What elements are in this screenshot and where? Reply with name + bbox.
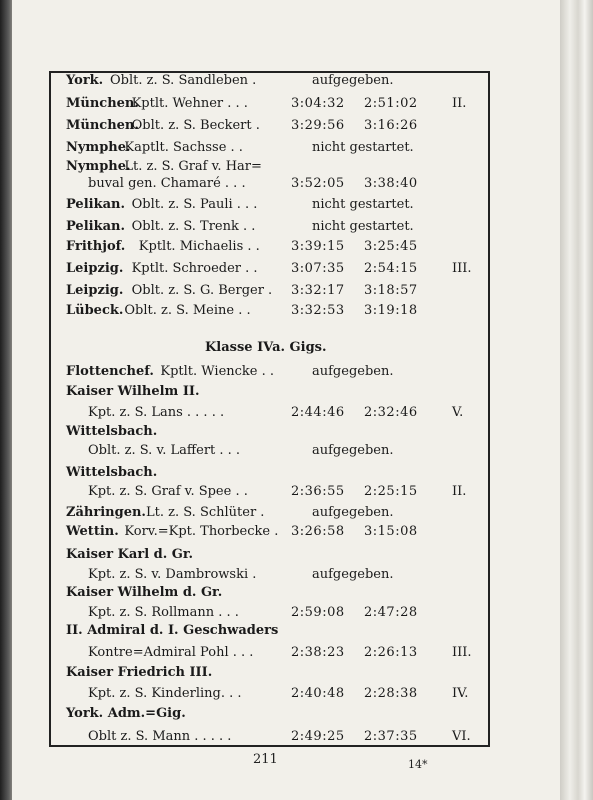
officer-name: Kptlt. Wiencke . . [160, 364, 275, 379]
result-row [51, 405, 488, 425]
corrected-time: 3:15:08 [364, 524, 418, 539]
corrected-time: 2:28:38 [364, 686, 418, 701]
status-note: nicht gestartet. [312, 219, 414, 234]
result-row [51, 443, 488, 463]
corrected-time: 3:18:57 [364, 283, 418, 298]
ship-name: Frithjof. [66, 239, 126, 254]
race-time: 3:32:53 [291, 303, 345, 318]
placement: II. [452, 484, 467, 499]
result-row [51, 239, 488, 259]
race-time: 2:36:55 [291, 484, 345, 499]
ship-name: Kaiser Wilhelm d. Gr. [66, 585, 223, 600]
ship-name: Leipzig. [66, 283, 124, 298]
result-row [51, 505, 488, 525]
corrected-time: 3:25:45 [364, 239, 418, 254]
result-row [51, 384, 488, 404]
race-time: 3:29:56 [291, 118, 345, 133]
result-row [51, 261, 488, 281]
ship-name: Wittelsbach. [66, 465, 158, 480]
ship-name: Kaiser Karl d. Gr. [66, 547, 194, 562]
officer-name: Kpt. z. S. Rollmann . . . [88, 605, 239, 620]
officer-name: Oblt. z. S. G. Berger . [131, 283, 273, 298]
result-row [51, 197, 488, 217]
officer-name: Kpt. z. S. Lans . . . . . [88, 405, 225, 420]
result-row [51, 585, 488, 605]
ship-name: Zähringen. [66, 505, 146, 520]
placement: III. [452, 261, 472, 276]
officer-name: Oblt. z. S. Pauli . . . [131, 197, 258, 212]
race-time: 2:59:08 [291, 605, 345, 620]
placement: IV. [452, 686, 469, 701]
race-time: 2:44:46 [291, 405, 345, 420]
status-note: aufgegeben. [312, 364, 394, 379]
page-edges [560, 0, 593, 800]
race-time: 2:49:25 [291, 729, 345, 744]
ship-name: Lübeck. [66, 303, 124, 318]
ship-name: München. [66, 118, 139, 133]
officer-name: buval gen. Chamaré . . . [88, 176, 246, 191]
placement: II. [452, 96, 467, 111]
ship-name: München. [66, 96, 139, 111]
result-row [51, 665, 488, 685]
officer-name: Lt. z. S. Schlüter . [146, 505, 265, 520]
corrected-time: 3:19:18 [364, 303, 418, 318]
result-row [51, 219, 488, 239]
ship-name: Leipzig. [66, 261, 124, 276]
officer-name: Lt. z. S. Graf v. Har= [124, 159, 262, 174]
result-row [51, 118, 488, 138]
officer-name: Kpt. z. S. Graf v. Spee . . [88, 484, 248, 499]
result-row [51, 605, 488, 625]
result-row [51, 729, 488, 749]
result-row [51, 96, 488, 116]
result-row [51, 547, 488, 567]
ship-name: Pelikan. [66, 197, 125, 212]
result-row [51, 176, 488, 196]
race-time: 3:52:05 [291, 176, 345, 191]
result-row [51, 623, 488, 643]
corrected-time: 3:38:40 [364, 176, 418, 191]
race-time: 3:04:32 [291, 96, 345, 111]
officer-name: Oblt. z. S. v. Laffert . . . [88, 443, 241, 458]
officer-name: Oblt. z. S. Meine . . [124, 303, 251, 318]
race-time: 3:07:35 [291, 261, 345, 276]
race-time: 2:38:23 [291, 645, 345, 660]
class-heading-text: Klasse IVa. Gigs. [205, 340, 327, 355]
ship-name: Pelikan. [66, 219, 125, 234]
signature-mark: 14* [408, 758, 428, 771]
ship-name: Nymphe. [66, 140, 131, 155]
ship-name: Kaiser Friedrich III. [66, 665, 213, 680]
corrected-time: 2:32:46 [364, 405, 418, 420]
ship-name: Flottenchef. [66, 364, 154, 379]
result-row [51, 73, 488, 93]
status-note: aufgegeben. [312, 505, 394, 520]
page-number: 211 [253, 752, 278, 767]
result-row [51, 283, 488, 303]
ship-name: York. [66, 73, 104, 88]
result-row [51, 140, 488, 160]
corrected-time: 3:16:26 [364, 118, 418, 133]
result-row [51, 484, 488, 504]
placement: VI. [452, 729, 471, 744]
corrected-time: 2:51:02 [364, 96, 418, 111]
officer-name: Kptlt. Schroeder . . [131, 261, 258, 276]
officer-name: Oblt. z. S. Trenk . . [131, 219, 256, 234]
class-heading [51, 340, 488, 360]
corrected-time: 2:25:15 [364, 484, 418, 499]
officer-name: Kpt. z. S. Kinderling. . . [88, 686, 242, 701]
result-row [51, 524, 488, 544]
officer-name: Kptlt. Wehner . . . [131, 96, 248, 111]
result-row [51, 424, 488, 444]
text-frame [49, 71, 490, 747]
race-time: 3:26:58 [291, 524, 345, 539]
result-row [51, 364, 488, 384]
placement: V. [452, 405, 464, 420]
status-note: aufgegeben. [312, 73, 394, 88]
officer-name: Korv.=Kpt. Thorbecke . [124, 524, 279, 539]
officer-name: Kpt. z. S. v. Dambrowski . [88, 567, 257, 582]
ship-name: Wettin. [66, 524, 119, 539]
ship-name: Kaiser Wilhelm II. [66, 384, 200, 399]
result-row [51, 645, 488, 665]
result-row [51, 303, 488, 323]
corrected-time: 2:47:28 [364, 605, 418, 620]
officer-name: Oblt. z. S. Beckert . [131, 118, 260, 133]
result-row [51, 706, 488, 726]
officer-name: Oblt z. S. Mann . . . . . [88, 729, 232, 744]
corrected-time: 2:54:15 [364, 261, 418, 276]
officer-name: Oblt. z. S. Sandleben . [110, 73, 257, 88]
officer-name: Kptlt. Michaelis . . [138, 239, 260, 254]
status-note: aufgegeben. [312, 567, 394, 582]
officer-name: Kontre=Admiral Pohl . . . [88, 645, 254, 660]
race-time: 3:32:17 [291, 283, 345, 298]
corrected-time: 2:26:13 [364, 645, 418, 660]
ship-name: Wittelsbach. [66, 424, 158, 439]
ship-name: Nymphe. [66, 159, 131, 174]
corrected-time: 2:37:35 [364, 729, 418, 744]
race-time: 3:39:15 [291, 239, 345, 254]
race-time: 2:40:48 [291, 686, 345, 701]
status-note: aufgegeben. [312, 443, 394, 458]
ship-name: II. Admiral d. I. Geschwaders [66, 623, 279, 638]
result-row [51, 465, 488, 485]
placement: III. [452, 645, 472, 660]
result-row [51, 567, 488, 587]
ship-name: York. Adm.=Gig. [66, 706, 186, 721]
officer-name: Kaptlt. Sachsse . . [124, 140, 243, 155]
result-row [51, 686, 488, 706]
status-note: nicht gestartet. [312, 197, 414, 212]
status-note: nicht gestartet. [312, 140, 414, 155]
